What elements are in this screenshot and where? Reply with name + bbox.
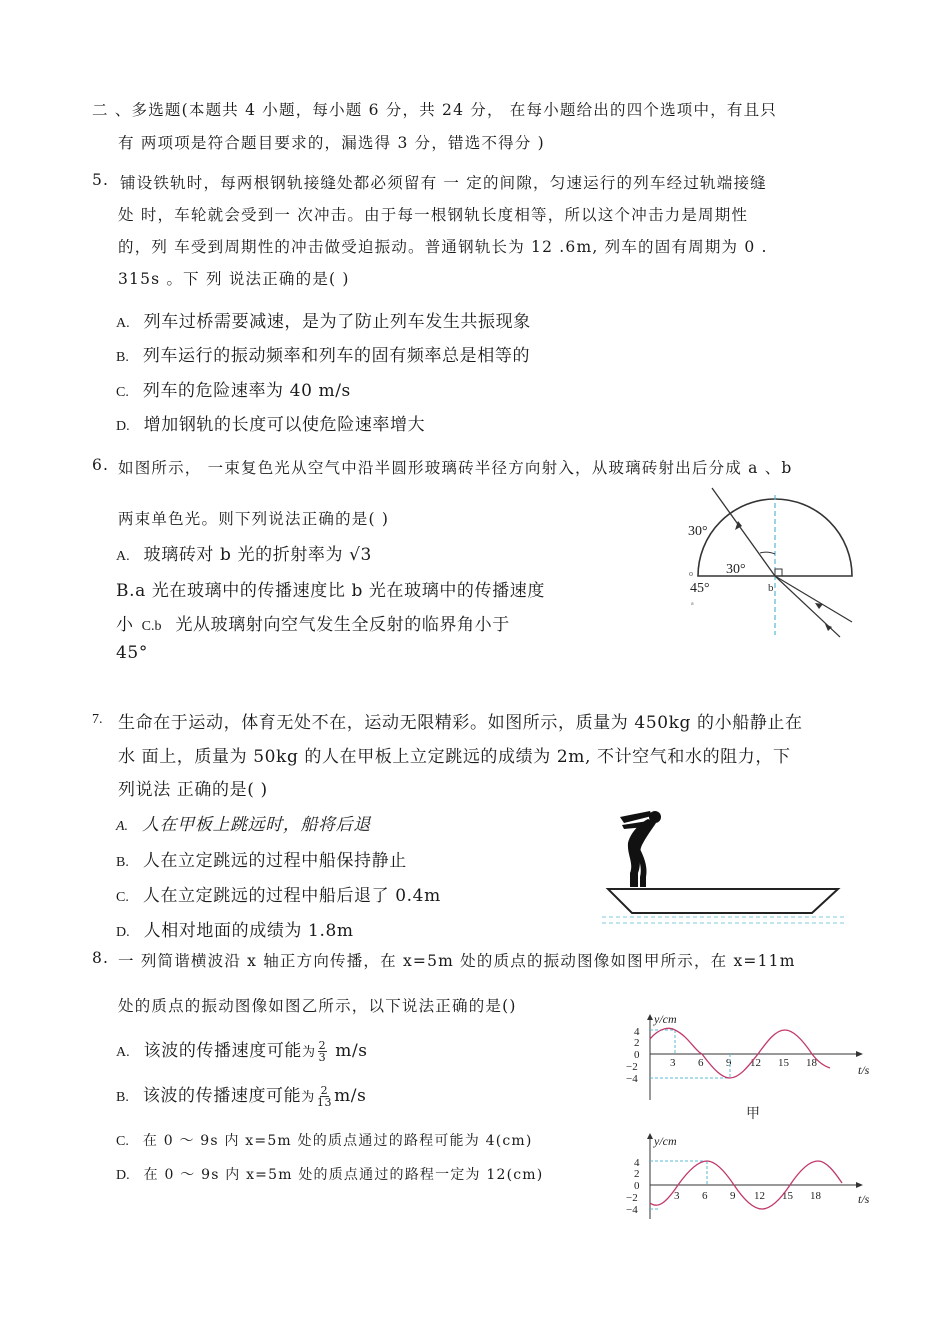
- q6-number: 6.: [92, 456, 110, 474]
- boat-hull: [608, 889, 838, 913]
- option-text: 列车的危险速率为 40 m/s: [142, 381, 351, 401]
- x-tick-15: 15: [782, 1190, 793, 1202]
- option-text: 人在立定跳远的过程中船后退了 0.4m: [142, 886, 441, 906]
- q6-option-a[interactable]: [116, 540, 372, 565]
- option-text: 该波的传播速度可能: [143, 1041, 303, 1061]
- x-tick-12: 12: [750, 1057, 761, 1069]
- q5-line2: 处 时，车轮就会受到一 次冲击。由于每一根钢轨长度相等，所以这个冲击力是周期性: [118, 206, 749, 224]
- q7-option-b[interactable]: [116, 846, 407, 871]
- q6-option-b-end: 小: [116, 615, 134, 635]
- y-axis-arrow: [647, 1133, 653, 1139]
- option-text: 列车过桥需要减速，是为了防止列车发生共振现象: [143, 312, 531, 332]
- option-label: A.: [116, 549, 130, 564]
- x-axis-arrow: [856, 1051, 863, 1057]
- y-tick-2: 2: [634, 1168, 640, 1180]
- y-tick-0: 0: [634, 1049, 640, 1061]
- q8-graph-jia: [618, 1012, 888, 1127]
- option-text: 列车运行的振动频率和列车的固有频率总是相等的: [142, 346, 531, 366]
- q8-option-b[interactable]: [116, 1081, 366, 1108]
- y-axis-label: y/cm: [654, 1012, 677, 1026]
- x-axis-arrow: [856, 1182, 863, 1188]
- x-tick-3: 3: [674, 1190, 680, 1202]
- option-text: 人相对地面的成绩为 1.8m: [143, 921, 354, 941]
- q7-option-c[interactable]: [116, 881, 441, 906]
- option-text: 该波的传播速度可能: [142, 1086, 302, 1106]
- right-angle-mark: [775, 569, 782, 576]
- option-label: C.: [116, 385, 129, 400]
- x-tick-18: 18: [806, 1057, 817, 1069]
- x-tick-9: 9: [730, 1190, 736, 1202]
- option-label: A.: [116, 819, 129, 834]
- x-tick-15: 15: [778, 1057, 789, 1069]
- x-tick-9: 9: [726, 1057, 732, 1069]
- y-tick-neg4: −4: [626, 1073, 638, 1085]
- q5-line4: 315s 。下 列 说法正确的是( ): [118, 270, 350, 288]
- q5-option-b[interactable]: [116, 341, 530, 366]
- graph-caption: 甲: [746, 1107, 760, 1122]
- y-tick-4: 4: [634, 1026, 640, 1038]
- fraction: [317, 1085, 332, 1108]
- option-label: C.: [116, 1134, 129, 1149]
- y-tick-0: 0: [634, 1180, 640, 1192]
- q5-number: 5.: [92, 171, 110, 189]
- x-tick-18: 18: [810, 1190, 821, 1202]
- q6-line2: 两束单色光。则下列说法正确的是( ): [118, 510, 390, 528]
- q7-option-d[interactable]: [116, 916, 354, 941]
- y-tick-2: 2: [634, 1037, 640, 1049]
- q8-option-c[interactable]: [116, 1130, 533, 1150]
- x-axis-label: t/s: [858, 1192, 870, 1206]
- option-label: B.: [116, 855, 129, 870]
- x-axis-label: t/s: [858, 1063, 870, 1077]
- q8-line1: 一 列简谐横波沿 x 轴正方向传播，在 x=5m 处的质点的振动图像如图甲所示，在 x=11m: [118, 952, 796, 970]
- section-header-line2: 有 两项项是符合题目要求的，漏选得 3 分，错选不得分 ): [118, 134, 545, 152]
- q6-option-b-c-line[interactable]: [116, 610, 510, 635]
- option-label: B.: [116, 350, 129, 365]
- angle-mid-label: 30°: [726, 562, 746, 577]
- option-label: D.: [116, 419, 130, 434]
- point-a-label: a: [691, 601, 694, 607]
- q8-number: 8.: [92, 949, 110, 967]
- point-o-label: o: [689, 569, 693, 578]
- ray-b: [775, 576, 852, 622]
- fraction-denominator: 13: [316, 1096, 333, 1109]
- option-unit: m/s: [334, 1086, 367, 1106]
- point-b-label: b: [768, 582, 774, 594]
- q5-option-c[interactable]: [116, 376, 351, 401]
- q7-number-text: 7.: [92, 712, 103, 727]
- option-label: B.: [116, 1090, 129, 1105]
- option-label: D.: [116, 1168, 130, 1183]
- option-unit: m/s: [329, 1041, 368, 1061]
- option-text: 在 0 ～ 9s 内 x=5m 处的质点通过的路程一定为 12(cm): [143, 1167, 544, 1183]
- option-text: 增加钢轨的长度可以使危险速率增大: [143, 415, 426, 435]
- x-tick-12: 12: [754, 1190, 765, 1202]
- option-label: A.: [116, 316, 130, 331]
- q8-option-a[interactable]: [116, 1036, 368, 1063]
- q6-option-b-line1[interactable]: B.a 光在玻璃中的传播速度比 b 光在玻璃中的传播速度: [116, 581, 545, 601]
- q5-option-d[interactable]: [116, 410, 425, 435]
- wave-curve: [650, 1028, 830, 1078]
- q7-option-a[interactable]: [116, 810, 371, 835]
- y-tick-4: 4: [634, 1157, 640, 1169]
- q7-line3: 列说法 正确的是( ): [118, 780, 268, 800]
- option-text: 人在立定跳远的过程中船保持静止: [142, 851, 407, 871]
- fraction-denominator: 3: [318, 1051, 327, 1064]
- section-header-line1: 二 、多选题(本题共 4 小题，每小题 6 分，共 24 分， 在每小题给出的四个选项中，有且只: [92, 101, 778, 119]
- q7-line2: 水 面上，质量为 50kg 的人在甲板上立定跳远的成绩为 2m, 不计空气和水的阻力，下: [118, 747, 791, 767]
- y-axis-arrow: [647, 1014, 653, 1020]
- angle-top-label: 30°: [688, 524, 708, 539]
- q6-line1: 如图所示， 一束复色光从空气中沿半圆形玻璃砖半径方向射入，从玻璃砖射出后分成 a 、b: [118, 459, 793, 477]
- option-text: 人在甲板上跳远时，船将后退: [142, 815, 371, 835]
- y-tick-neg2: −2: [626, 1061, 638, 1073]
- q7-line1: 生命在于运动，体育无处不在，运动无限精彩。如图所示，质量为 450kg 的小船静止在: [118, 713, 803, 733]
- q5-line1: 铺设铁轨时，每两根钢轨接缝处都必须留有 一 定的间隙，匀速运行的列车经过轨端接缝: [120, 174, 767, 192]
- option-label: A.: [116, 1045, 130, 1060]
- q8-line2: 处的质点的振动图像如图乙所示，以下说法正确的是(): [118, 997, 517, 1015]
- q6-glass-figure: [680, 485, 860, 645]
- fraction-numerator: 2: [320, 1084, 329, 1097]
- jumper-silhouette: [620, 811, 661, 887]
- q6-option-c-text: 光从玻璃射向空气发生全反射的临界角小于: [175, 615, 510, 635]
- ray-a-arrow: [825, 624, 832, 631]
- option-wei: 为: [302, 1045, 316, 1060]
- x-tick-6: 6: [698, 1057, 704, 1069]
- y-axis-label: y/cm: [654, 1134, 677, 1148]
- option-label: D.: [116, 925, 130, 940]
- q8-graph-yi: [618, 1133, 888, 1223]
- q5-line3: 的，列 车受到周期性的冲击做受迫振动。普通钢轨长为 12 .6m, 列车的固有周期为 0 .: [118, 238, 768, 256]
- x-tick-3: 3: [670, 1057, 676, 1069]
- fraction: [318, 1040, 328, 1063]
- q6-option-c-label: C.b: [141, 619, 162, 634]
- angle-arc: [760, 552, 775, 554]
- x-tick-6: 6: [702, 1190, 708, 1202]
- ray-b-arrow: [815, 603, 823, 609]
- fraction-numerator: 2: [318, 1039, 327, 1052]
- q6-option-c-line2: 45°: [116, 643, 148, 663]
- y-tick-neg2: −2: [626, 1192, 638, 1204]
- option-text: 在 0 ～ 9s 内 x=5m 处的质点通过的路程可能为 4(cm): [142, 1133, 533, 1149]
- q5-option-a[interactable]: [116, 307, 531, 332]
- option-text: 玻璃砖对 b 光的折射率为 √3: [143, 545, 372, 565]
- q8-option-d[interactable]: [116, 1164, 543, 1184]
- angle-bottom-label: 45°: [690, 581, 710, 596]
- option-wei: 为: [301, 1090, 315, 1105]
- option-label: C.: [116, 890, 129, 905]
- y-tick-neg4: −4: [626, 1204, 638, 1216]
- q7-number: [92, 708, 117, 728]
- q7-boat-figure: [600, 805, 850, 935]
